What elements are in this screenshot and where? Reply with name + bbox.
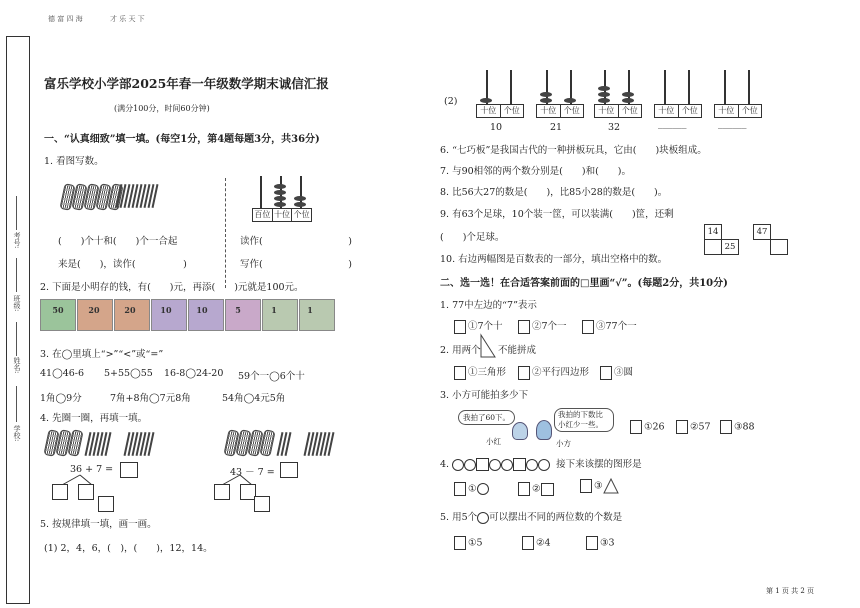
q1-write: 写作( ) — [240, 259, 352, 270]
exam-no-label: 考号: — [13, 232, 21, 249]
s2-q3-opt1[interactable]: ①26 — [630, 420, 665, 434]
square-icon — [541, 483, 554, 496]
note-value-20a: 20 — [88, 305, 100, 315]
q4-split-box-1a[interactable] — [52, 484, 68, 500]
q1-abacus — [252, 176, 312, 222]
exam-no-line — [16, 196, 17, 230]
name-xiaofang: 小方 — [556, 439, 571, 448]
circle-icon — [538, 459, 550, 471]
q4-sticks-left — [46, 430, 154, 460]
name-line — [16, 322, 17, 356]
note-value-10b: 10 — [196, 305, 208, 315]
q3-item-6: 7角+8角◯7元8角 — [110, 393, 191, 404]
s2-q4: 4. 接下来该摆的图形是 — [440, 459, 642, 470]
s2-q1: 1. 77中左边的“7”表示 — [440, 300, 537, 311]
q4-label: 4. 先圈一圈，再填一填。 — [40, 413, 148, 424]
s2-q2-opt3[interactable]: ③圆 — [600, 364, 633, 380]
s2-q3-opt2[interactable]: ②57 — [676, 420, 711, 434]
q4-equation-1: 36 + 7 = — [70, 464, 114, 475]
s2-q1-opt3[interactable]: ③77个一 — [582, 318, 637, 334]
child-figure-1 — [512, 422, 528, 440]
q9-line1: 9. 有63个足球，10个装一筐，可以装满( )筐，还剩 — [440, 209, 674, 220]
s2-q5-opt1[interactable]: ①5 — [454, 536, 483, 550]
abacus-value-2: 21 — [550, 122, 563, 133]
square-icon — [476, 458, 489, 471]
circle-icon — [501, 459, 513, 471]
q3-item-5: 1角◯9分 — [40, 393, 82, 404]
abacus-row: 十位 个位 十位 个位 十位 个位 十位 个位 十位 个位 — [476, 68, 776, 138]
note-value-1b: 1 — [307, 305, 313, 315]
q3-label: 3. 在◯里填上“>”“<”或“=” — [40, 349, 164, 360]
s2-q2-opt2[interactable]: ②平行四边形 — [518, 364, 589, 380]
circle-icon — [452, 459, 464, 471]
s2-q4-opt2[interactable]: ② — [518, 482, 554, 496]
school-line — [16, 386, 17, 422]
note-value-50: 50 — [52, 305, 64, 315]
q4-equation-2: 43 － 7 = — [230, 467, 275, 478]
name-xiaohong: 小红 — [486, 437, 501, 446]
q4-split-box-2c[interactable] — [254, 496, 270, 512]
header-motto-left: 德 富 四 海 — [48, 15, 83, 23]
class-label: 班级: — [13, 295, 21, 312]
q4-split-box-1c[interactable] — [98, 496, 114, 512]
s2-q1-opt1[interactable]: ①7个十 — [454, 318, 503, 334]
q1-read: 读作( ) — [240, 236, 352, 247]
abacus-value-5: ______ — [718, 118, 747, 129]
q3-item-3: 16-8◯24-20 — [164, 368, 224, 379]
square-icon — [513, 458, 526, 471]
s2-q2-tail: 不能拼成 — [498, 345, 537, 356]
abacus-label-hundreds: 百位 — [253, 209, 273, 221]
grid-cell-14: 14 — [704, 224, 722, 240]
s2-q2: 2. 用两个 — [440, 345, 481, 356]
page-subtitle: (满分100分，时间60分钟) — [114, 104, 210, 113]
speech-bubble-2: 我拍的下数比小红少一些。 — [554, 408, 614, 432]
triangle-icon — [480, 334, 496, 358]
circle-icon — [477, 512, 489, 524]
speech-bubble-1: 我拍了60下。 — [458, 410, 515, 425]
q1-stick-bundles — [62, 184, 122, 214]
grid-cell-47: 47 — [753, 224, 771, 240]
note-value-1a: 1 — [271, 305, 277, 315]
q3-item-1: 41◯46-6 — [40, 368, 85, 379]
s2-q3: 3. 小方可能拍多少下 — [440, 390, 529, 401]
s2-q3-opt3[interactable]: ③88 — [720, 420, 755, 434]
section2-heading: 二、选一选！在合适答案前面的□里画“√”。(每题2分，共10分) — [440, 278, 728, 289]
abacus-value-1: 10 — [490, 122, 503, 133]
s2-q5-opt3[interactable]: ③3 — [586, 536, 615, 550]
q7: 7. 与90相邻的两个数分别是( )和( )。 — [440, 166, 631, 177]
q4-answer-box-1[interactable] — [120, 462, 138, 478]
q9-line2: ( )个足球。 — [440, 232, 505, 243]
grid-cell-blank-b[interactable] — [770, 239, 788, 255]
binding-margin — [6, 36, 30, 604]
circle-icon — [477, 483, 489, 495]
q2-label: 2. 下面是小明存的钱，有( )元，再添( )元就是100元。 — [40, 282, 304, 293]
q1-label: 1. 看图写数。 — [44, 156, 104, 167]
page-title: 富乐学校小学部2025年春一年级数学期末诚信汇报 — [44, 76, 329, 91]
q4-answer-box-2[interactable] — [280, 462, 298, 478]
q10: 10. 右边两幅图是百数表的一部分，填出空格中的数。 — [440, 254, 668, 265]
q4-sticks-right — [226, 430, 334, 460]
q4-split-box-1b[interactable] — [78, 484, 94, 500]
q3-item-2: 5+55◯55 — [104, 368, 153, 379]
abacus-label-ones: 个位 — [293, 210, 310, 219]
q8: 8. 比56大27的数是( )，比85小28的数是( )。 — [440, 187, 668, 198]
abacus-value-3: 32 — [608, 122, 621, 133]
name-label: 姓名: — [13, 357, 21, 374]
q1-divider — [225, 178, 226, 288]
class-line — [16, 258, 17, 292]
q1-combine: 来是( )，读作( ) — [58, 259, 187, 270]
child-figure-2 — [536, 420, 552, 440]
grid-cell-blank-a[interactable] — [704, 239, 722, 255]
q5-2-label: (2) — [444, 96, 458, 107]
school-label: 学校: — [13, 425, 21, 442]
s2-q1-opt2[interactable]: ②7个一 — [518, 318, 567, 334]
q5-label: 5. 按规律填一填，画一画。 — [40, 519, 157, 530]
circle-icon — [526, 459, 538, 471]
circle-icon — [464, 459, 476, 471]
q1-tens-ones: ( )个十和( )个一合起 — [58, 236, 178, 247]
q3-item-4: 59个一◯6个十 — [238, 371, 305, 382]
q4-split-box-2a[interactable] — [214, 484, 230, 500]
q1-loose-sticks — [118, 184, 158, 212]
s2-q2-opt1[interactable]: ①三角形 — [454, 364, 506, 380]
abacus-label-tens: 十位 — [273, 209, 293, 221]
triangle-icon — [603, 478, 619, 494]
grid-cell-25: 25 — [721, 239, 739, 255]
q6: 6. “七巧板”是我国古代的一种拼板玩具，它由( )块板组成。 — [440, 145, 707, 156]
page-number: 第 1 页 共 2 页 — [766, 587, 815, 595]
note-value-20b: 20 — [124, 305, 136, 315]
header-motto-right: 才 乐 天 下 — [110, 15, 145, 23]
q5-sequence: (1) 2，4，6，( )，( )，12，14。 — [44, 543, 213, 554]
s2-q5: 5. 用5个 可以摆出不同的两位数的个数是 — [440, 512, 623, 523]
s2-q4-opt3[interactable]: ③ — [580, 478, 619, 494]
s2-q5-opt2[interactable]: ②4 — [522, 536, 551, 550]
abacus-value-4: ______ — [658, 118, 687, 129]
circle-icon — [489, 459, 501, 471]
section1-heading: 一、“认真细致”填一填。(每空1分，第4题每题3分，共36分) — [44, 134, 320, 145]
s2-q4-opt1[interactable]: ① — [454, 482, 489, 496]
note-value-5: 5 — [235, 305, 241, 315]
q3-item-7: 54角◯4元5角 — [222, 393, 286, 404]
note-value-10a: 10 — [160, 305, 172, 315]
